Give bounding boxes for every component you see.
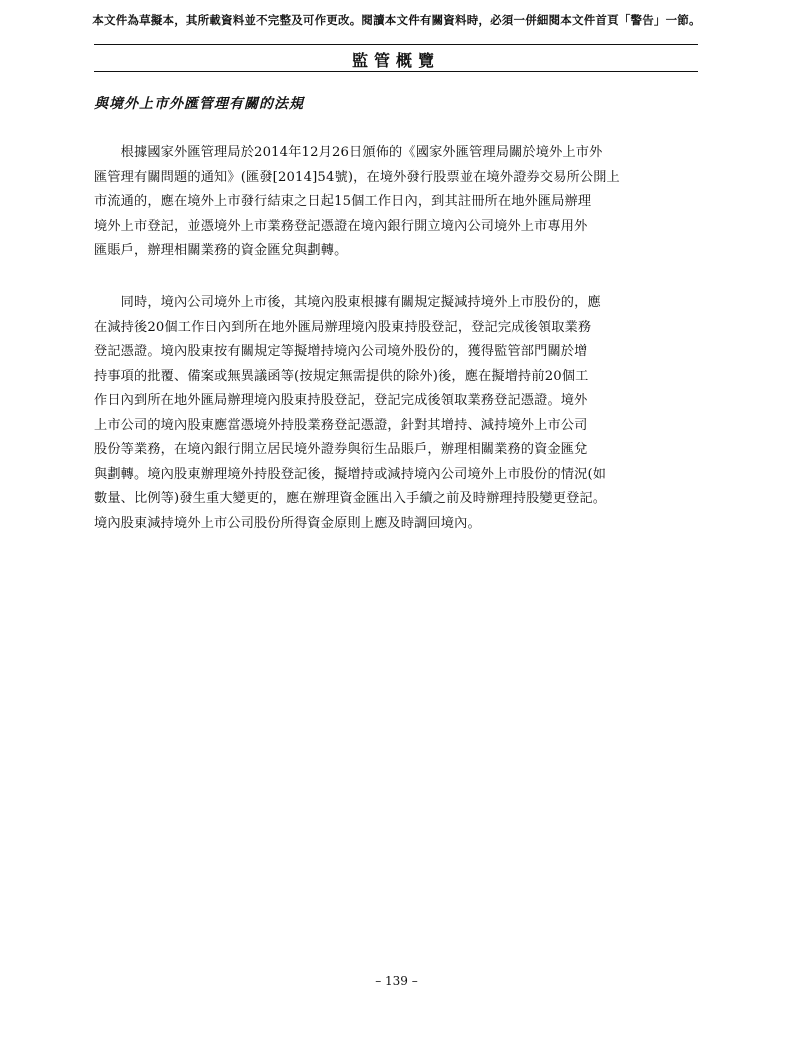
paragraph-1: [94, 141, 706, 264]
paragraph-line: 與劃轉。境內股東辦理境外持股登記後，擬增持或減持境內公司境外上市股份的情況(如: [94, 466, 607, 482]
header-rule-top: [94, 44, 698, 45]
paragraph-line: 登記憑證。境內股東按有關規定等擬增持境內公司境外股份的，獲得監管部門關於增: [94, 344, 588, 359]
paragraph-line: 股份等業務，在境內銀行開立居民境外證券與衍生品賬戶，辦理相關業務的資金匯兌: [94, 442, 588, 457]
paragraph-line: 匯賬戶，辦理相關業務的資金匯兌與劃轉。: [94, 243, 348, 258]
paragraph-line: 數量、比例等)發生重大變更的，應在辦理資金匯出入手續之前及時辦理持股變更登記。: [94, 491, 607, 506]
paragraph-line: 持事項的批覆、備案或無異議函等(按規定無需提供的除外)後，應在擬增持前20個工: [94, 368, 589, 384]
page-number: – 139 –: [375, 974, 418, 988]
paragraph-line: 匯管理有關問題的通知》(匯發[2014]54號)，在境外發行股票並在境外證券交易所公開上: [94, 169, 620, 185]
section-heading: 與境外上市外匯管理有關的法規: [94, 96, 304, 112]
header-rule-bottom: [94, 71, 698, 72]
draft-disclaimer: 本文件為草擬本，其所載資料並不完整及可作更改。閱讀本文件有關資料時，必須一併細閱本文件首頁「警告」一節。: [92, 13, 701, 27]
paragraph-line: 境外上市登記，並憑境外上市業務登記憑證在境內銀行開立境內公司境外上市專用外: [94, 218, 588, 234]
paragraph-line: 境內股東減持境外上市公司股份所得資金原則上應及時調回境內。: [94, 515, 481, 531]
paragraph-line: 市流通的，應在境外上市發行結束之日起15個工作日內，到其註冊所在地外匯局辦理: [94, 194, 592, 209]
paragraph-line: 上市公司的境內股東應當憑境外持股業務登記憑證，針對其增持、減持境外上市公司: [94, 417, 588, 433]
paragraph-line: 在減持後20個工作日內到所在地外匯局辦理境內股東持股登記，登記完成後領取業務: [94, 319, 592, 335]
paragraph-2: [94, 291, 706, 536]
paragraph-line: 同時，境內公司境外上市後，其境內股東根據有關規定擬減持境外上市股份的，應: [94, 295, 601, 310]
paragraph-line: 作日內到所在地外匯局辦理境內股東持股登記，登記完成後領取業務登記憑證。境外: [94, 393, 588, 408]
paragraph-line: 根據國家外匯管理局於2014年12月26日頒佈的《國家外匯管理局關於境外上市外: [94, 145, 603, 160]
page-title: 監管概覽: [351, 51, 440, 70]
